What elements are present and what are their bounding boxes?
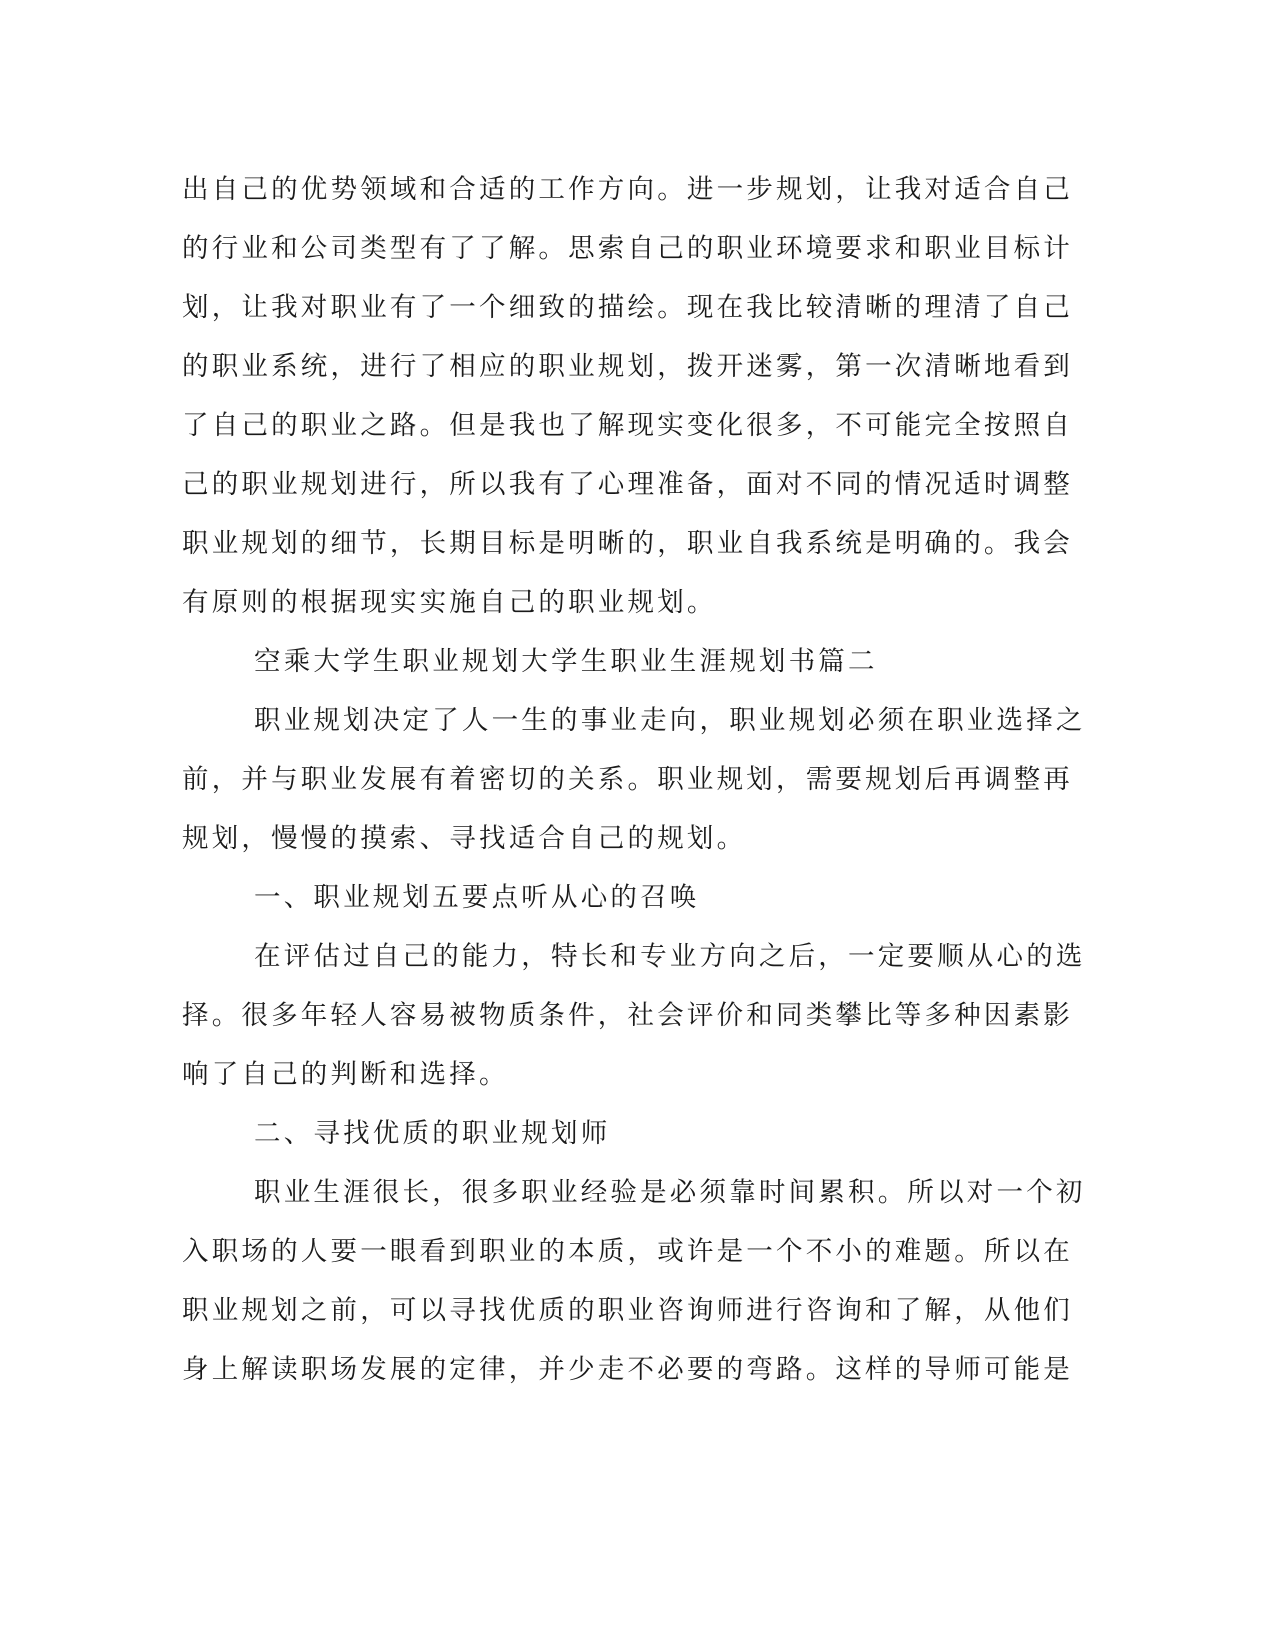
- text-line: 身上解读职场发展的定律，并少走不必要的弯路。这样的导师可能是: [182, 1354, 1073, 1385]
- text-line: 职业规划的细节，长期目标是明晰的，职业自我系统是明确的。我会: [182, 528, 1073, 559]
- text-line: 己的职业规划进行，所以我有了心理准备，面对不同的情况适时调整: [182, 469, 1073, 500]
- text-line: 在评估过自己的能力，特长和专业方向之后，一定要顺从心的选: [254, 941, 1086, 972]
- text-line: 入职场的人要一眼看到职业的本质，或许是一个不小的难题。所以在: [182, 1236, 1073, 1267]
- text-line: 二、寻找优质的职业规划师: [254, 1118, 611, 1149]
- text-line: 的职业系统，进行了相应的职业规划，拨开迷雾，第一次清晰地看到: [182, 351, 1073, 382]
- text-line: 响了自己的判断和选择。: [182, 1059, 509, 1090]
- text-line: 职业生涯很长，很多职业经验是必须靠时间累积。所以对一个初: [254, 1177, 1086, 1208]
- text-line: 职业规划之前，可以寻找优质的职业咨询师进行咨询和了解，从他们: [182, 1295, 1073, 1326]
- text-line: 有原则的根据现实实施自己的职业规划。: [182, 587, 717, 618]
- text-line: 择。很多年轻人容易被物质条件，社会评价和同类攀比等多种因素影: [182, 1000, 1073, 1031]
- text-line: 规划，慢慢的摸索、寻找适合自己的规划。: [182, 823, 747, 854]
- text-line: 一、职业规划五要点听从心的召唤: [254, 882, 700, 913]
- text-line: 出自己的优势领域和合适的工作方向。进一步规划，让我对适合自己: [182, 174, 1073, 205]
- text-line: 的行业和公司类型有了了解。思索自己的职业环境要求和职业目标计: [182, 233, 1073, 264]
- text-line: 前，并与职业发展有着密切的关系。职业规划，需要规划后再调整再: [182, 764, 1073, 795]
- text-line: 划，让我对职业有了一个细致的描绘。现在我比较清晰的理清了自己: [182, 292, 1073, 323]
- text-line: 职业规划决定了人一生的事业走向，职业规划必须在职业选择之: [254, 705, 1086, 736]
- text-line: 了自己的职业之路。但是我也了解现实变化很多，不可能完全按照自: [182, 410, 1073, 441]
- text-line: 空乘大学生职业规划大学生职业生涯规划书篇二: [254, 646, 878, 677]
- body-text: [182, 160, 1086, 1399]
